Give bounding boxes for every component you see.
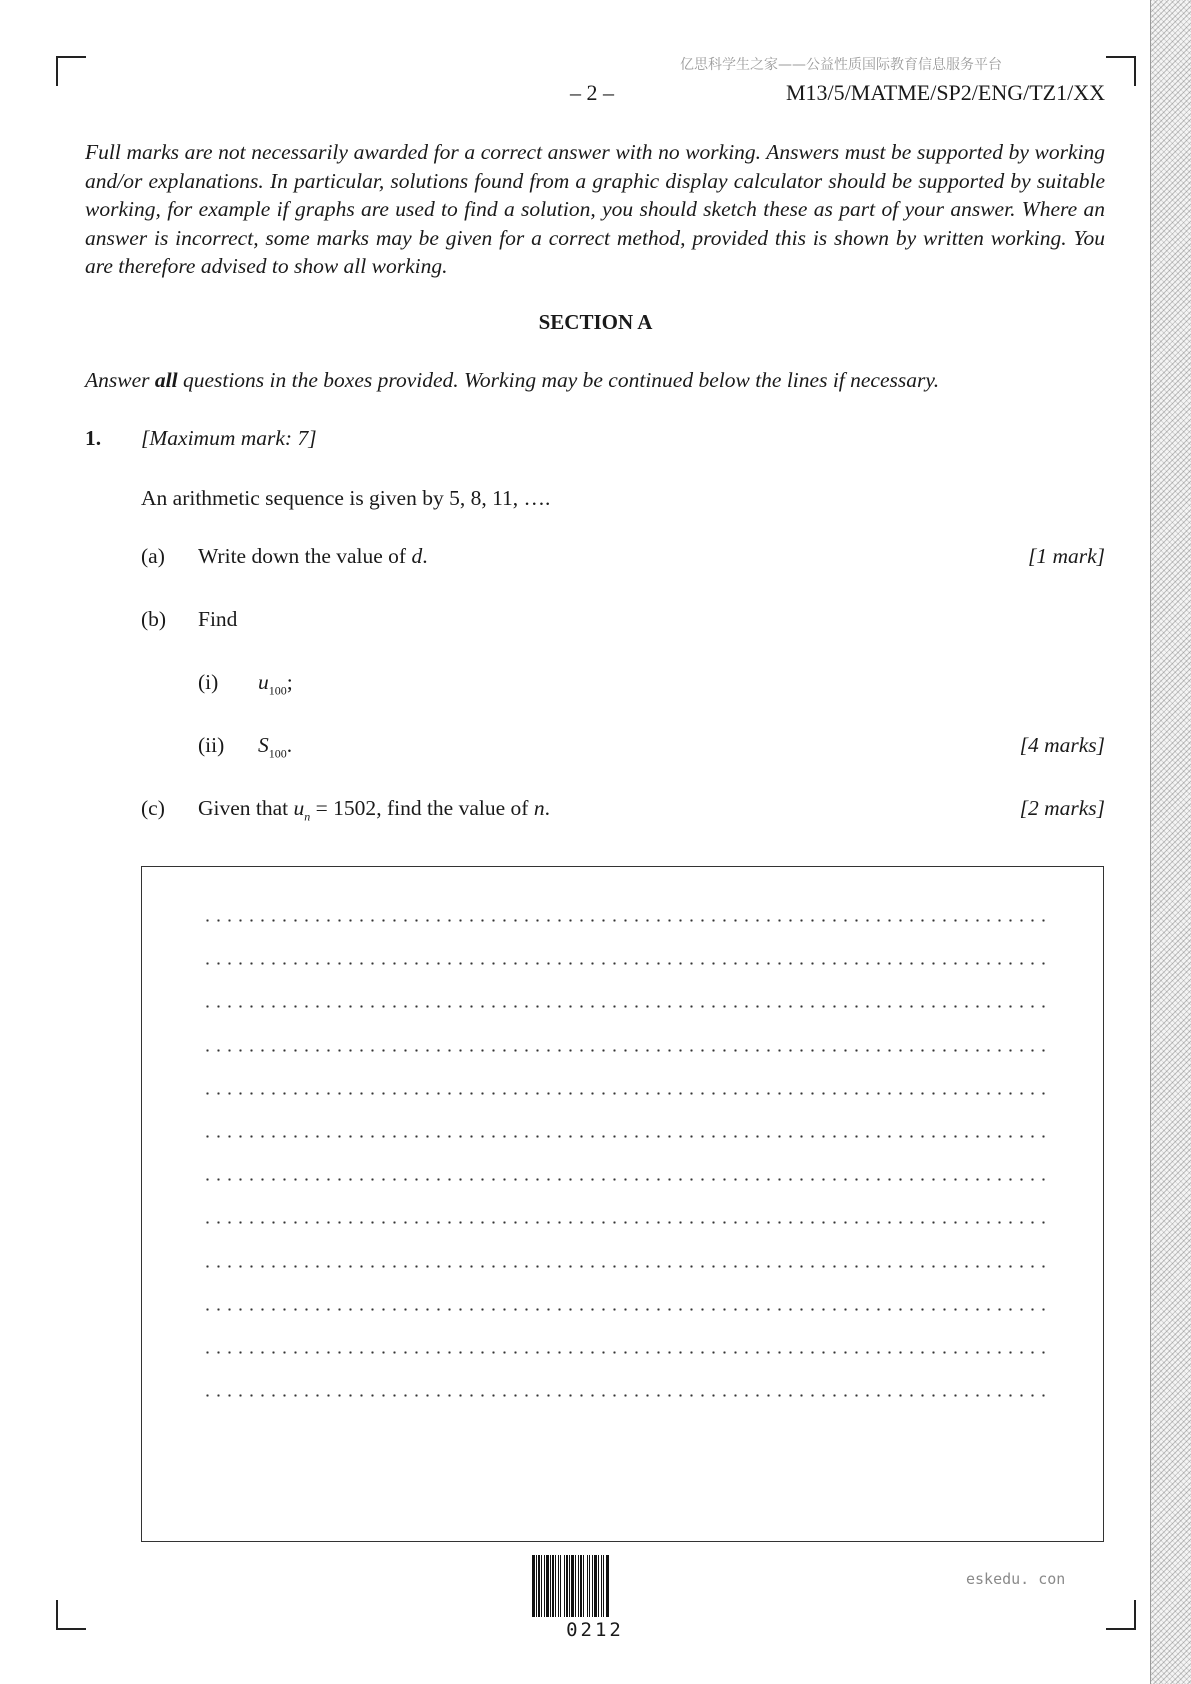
stem-text: An arithmetic sequence is given by (141, 486, 450, 510)
answer-line[interactable] (202, 1221, 1046, 1224)
answer-line[interactable] (202, 1092, 1046, 1095)
answer-box[interactable] (141, 866, 1104, 1542)
page-number: – 2 – (570, 80, 614, 105)
answer-line[interactable] (202, 1135, 1046, 1138)
answer-instruction-pre: Answer (85, 368, 155, 392)
part-c-variable: u (293, 796, 305, 820)
part-a-end: . (422, 544, 428, 568)
answer-line[interactable] (202, 1265, 1046, 1268)
barcode-bar (598, 1555, 599, 1617)
part-b-marks: [4 marks] (1019, 733, 1105, 757)
barcode-bar (558, 1555, 559, 1617)
part-a-variable: d (411, 544, 423, 568)
part-c-equation: = 1502 (310, 796, 377, 820)
section-title (0, 310, 1191, 335)
barcode-bar (606, 1555, 609, 1617)
barcode-bar (546, 1555, 549, 1617)
barcode-bar (532, 1555, 535, 1617)
part-b-label: (b) (141, 607, 167, 631)
barcode-bar (575, 1555, 576, 1617)
part-c-variable-n: n (533, 796, 545, 820)
part-b-ii-expr (258, 733, 292, 761)
barcode-bar (541, 1555, 542, 1617)
part-b-i-subscript: 100 (268, 683, 287, 698)
barcode-number: 0212 (566, 1619, 624, 1641)
barcode-bar (552, 1555, 554, 1617)
part-c-mid: , find the value of (376, 796, 534, 820)
part-c-marks: [2 marks] (1019, 796, 1105, 820)
answer-line[interactable] (202, 1308, 1046, 1311)
part-c-end: . (544, 796, 550, 820)
barcode-bar (580, 1555, 582, 1617)
crop-mark-top-right (1106, 56, 1136, 86)
stem-sequence: 5, 8, 11, …. (449, 486, 551, 510)
answer-instruction-post: questions in the boxes provided. Working may be continued below the lines if necessary. (177, 368, 940, 392)
question-stem (141, 486, 550, 511)
barcode-bar (555, 1555, 556, 1617)
paper-code: M13/5/MATME/SP2/ENG/TZ1/XX (785, 80, 1105, 105)
barcode-bar (571, 1555, 574, 1617)
answer-line[interactable] (202, 1394, 1046, 1397)
part-b-ii-variable: S (258, 733, 269, 757)
part-b-ii-subscript: 100 (268, 746, 287, 761)
barcode-bar (564, 1555, 565, 1617)
answer-line[interactable] (202, 1049, 1046, 1052)
barcode-bar (536, 1555, 537, 1617)
barcode-bar (544, 1555, 545, 1617)
part-b-ii-end: . (286, 733, 293, 757)
part-b (141, 607, 1105, 637)
barcode-bar (594, 1555, 597, 1617)
question-number: 1. (85, 426, 102, 450)
barcode-bar (550, 1555, 551, 1617)
answer-instruction-bold: all (154, 368, 178, 392)
part-c-label: (c) (141, 796, 165, 820)
answer-line[interactable] (202, 1005, 1046, 1008)
answer-line[interactable] (202, 1178, 1046, 1181)
instructions-paragraph: Full marks are not necessarily awarded for a correct answer with no working. Answers must be supported by working and/or explanations. In particular, solutions found from a graphic display calculator should be supported by suitable working, for example if graphs are used to find a solution, you should sketch these as part of your answer. Where an answer is incorrect, some marks may be given for a correct method, provided this is shown by written working. You are therefore advised to show all working. (85, 140, 1105, 278)
question-max-mark: [Maximum mark: 7] (141, 426, 317, 450)
barcode-bar (587, 1555, 588, 1617)
part-b-i-variable: u (258, 670, 269, 694)
barcode-bar (560, 1555, 561, 1617)
part-b-ii-label: (ii) (198, 733, 225, 757)
part-c-text (198, 796, 550, 824)
part-c-subscript: n (304, 809, 311, 824)
part-a (141, 544, 1105, 574)
header-watermark: 亿思科学生之家——公益性质国际教育信息服务平台 (680, 57, 1002, 73)
answer-line[interactable] (202, 962, 1046, 965)
crop-mark-bottom-left (56, 1600, 86, 1630)
crop-mark-bottom-right (1106, 1600, 1136, 1630)
part-a-marks: [1 mark] (1027, 544, 1105, 568)
barcode-bar (538, 1555, 540, 1617)
section-title-text: SECTION A (538, 310, 653, 334)
answer-line[interactable] (202, 919, 1046, 922)
site-watermark: eskedu. con (966, 1570, 1066, 1588)
part-a-label: (a) (141, 544, 165, 568)
part-b-i-expr (258, 670, 293, 698)
part-b-i-end: ; (286, 670, 293, 694)
answer-line[interactable] (202, 1351, 1046, 1354)
part-b-i-label: (i) (198, 670, 219, 694)
answer-instruction (85, 368, 939, 393)
barcode (530, 1555, 660, 1617)
barcode-bar (592, 1555, 593, 1617)
part-c-prompt: Given that (198, 796, 294, 820)
barcode-bar (578, 1555, 579, 1617)
part-c (141, 796, 1105, 826)
part-a-text (198, 544, 428, 569)
barcode-bar (566, 1555, 568, 1617)
barcode-bar (569, 1555, 570, 1617)
part-a-prompt: Write down the value of (198, 544, 412, 568)
barcode-bar (589, 1555, 590, 1617)
part-b-text: Find (198, 607, 238, 631)
barcode-bar (603, 1555, 604, 1617)
barcode-bar (601, 1555, 602, 1617)
barcode-bar (583, 1555, 584, 1617)
crop-mark-top-left (56, 56, 86, 86)
edge-pattern-strip (1150, 0, 1191, 1684)
